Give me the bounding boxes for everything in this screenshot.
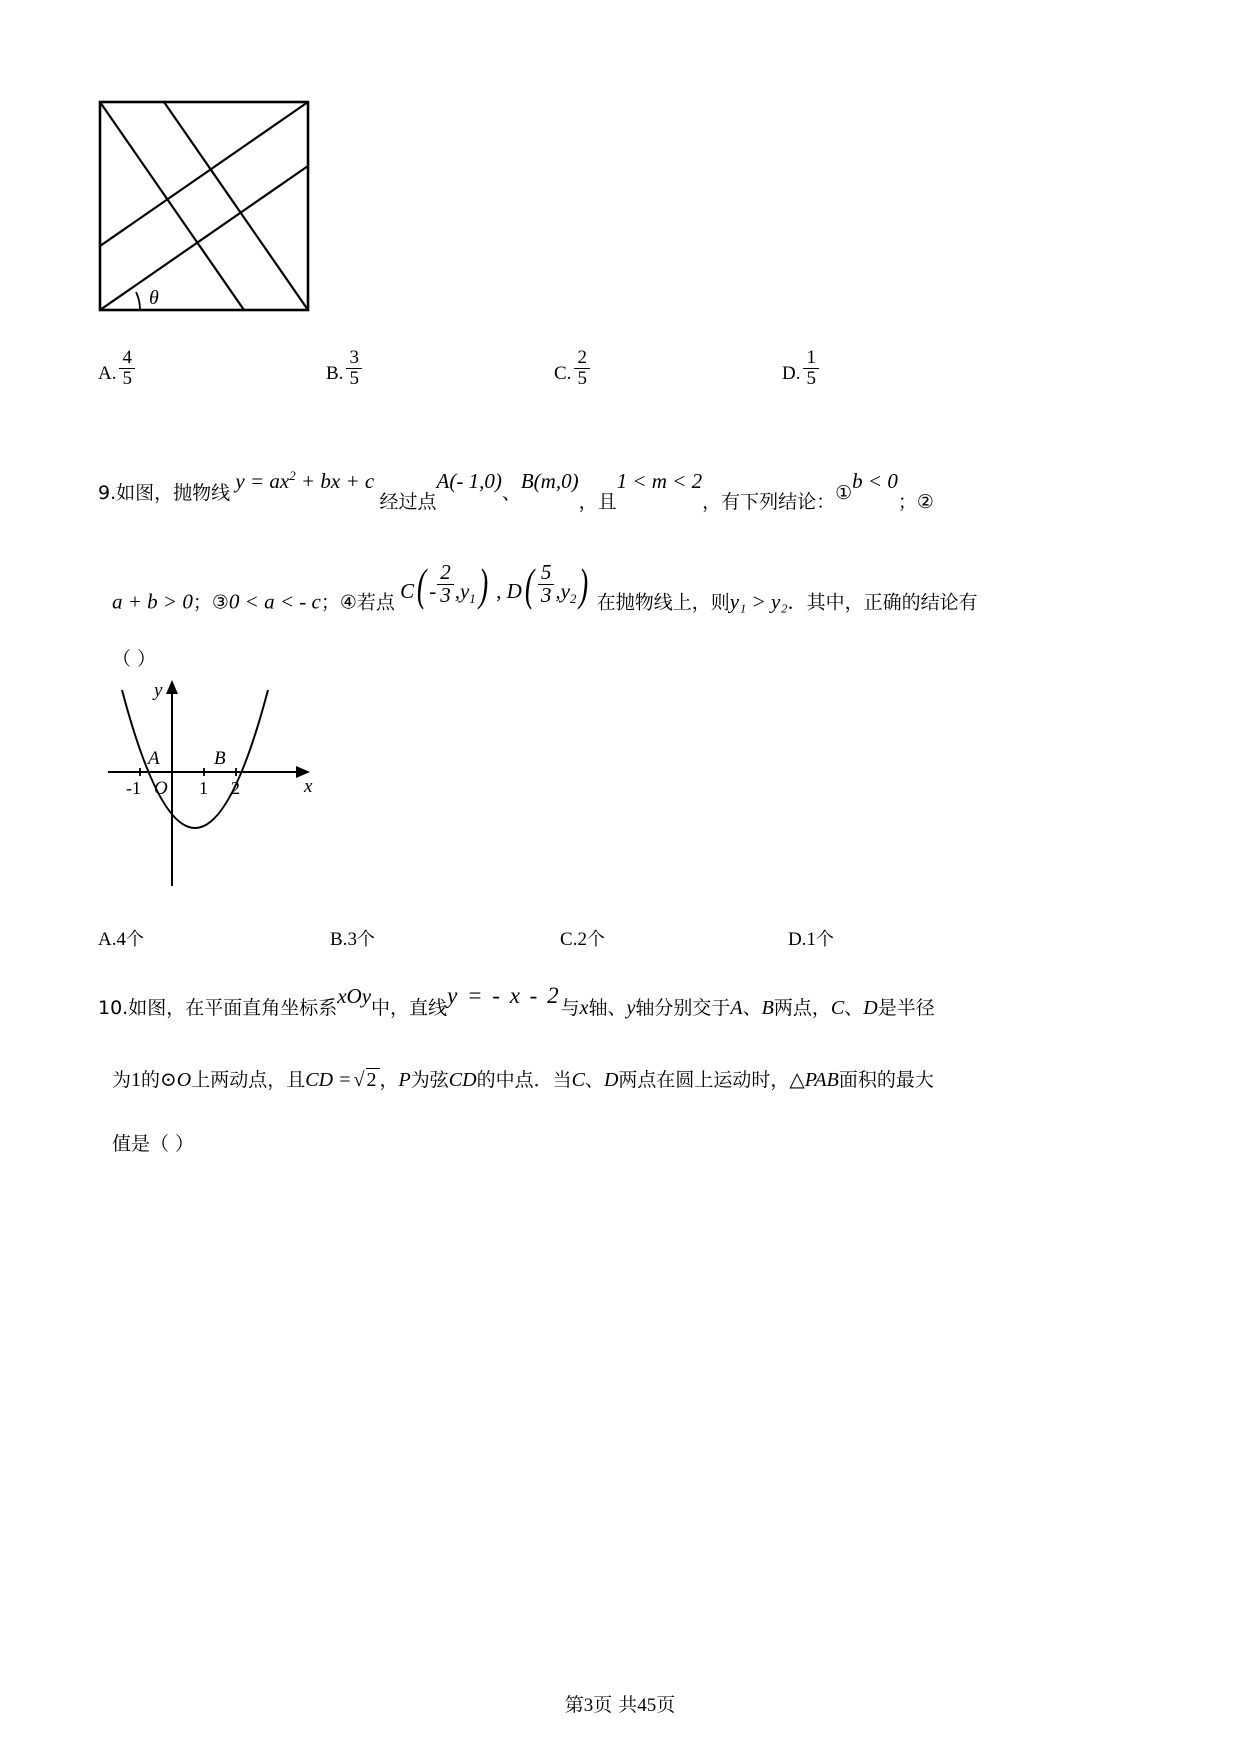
q9-point-d: D( $\frac{5}{3}$ $,y_2$) xyxy=(506,560,589,611)
q10-dh1: 、 xyxy=(742,997,762,1019)
q9-dunhao: 、 xyxy=(501,482,521,504)
q10-t10: 上两动点，且 xyxy=(191,1069,306,1091)
question10-line3 xyxy=(112,1135,194,1154)
parabola-graph-svg xyxy=(100,676,330,901)
q10-t15: 面积的最大 xyxy=(838,1069,934,1091)
q8-option-b-fraction: $\frac{3}{5}$ xyxy=(346,348,362,388)
q9-stem-1: 如图，抛物线 xyxy=(116,482,231,504)
q9-option-d-value: 1 xyxy=(806,929,816,950)
footer-mid: 页 共 xyxy=(593,1694,638,1716)
footer-suffix: 页 xyxy=(656,1694,676,1716)
q10-sqrt: √ 2 xyxy=(352,1070,380,1090)
tangram-square-svg xyxy=(96,98,316,318)
q9-sep3: ； xyxy=(320,591,340,614)
q10-point-c2: C xyxy=(571,1069,585,1091)
point-b-label: B xyxy=(214,748,226,769)
q10-t14: 两点在圆上运动时， xyxy=(618,1069,790,1091)
q8-option-a-fraction: $\frac{4}{5}$ xyxy=(119,348,135,388)
q9-conclusion1-mark: ① xyxy=(835,482,853,504)
q9-conclusion2-mark: ② xyxy=(916,491,934,513)
q9-stem-3: ，且 xyxy=(578,491,617,513)
question8-options xyxy=(98,340,1148,398)
footer-prefix: 第 xyxy=(564,1694,584,1716)
q8-option-a[interactable] xyxy=(98,347,136,394)
chord-bottom-left-to-right xyxy=(100,166,308,310)
q9-point-c: C( - $\frac{2}{3}$ $,y_1$) xyxy=(400,560,488,611)
q9-option-b-value: 3 xyxy=(347,929,357,950)
q9-answer-blank[interactable]: （ ） xyxy=(112,648,157,670)
q9-number: 9. xyxy=(98,482,117,504)
q10-t7: 是半径 xyxy=(877,997,935,1019)
question9-line1 xyxy=(98,468,934,513)
point-a-label: A xyxy=(148,748,160,769)
q8-option-c-fraction: $\frac{2}{5}$ xyxy=(574,348,590,388)
question9-line3 xyxy=(112,650,156,669)
q10-t9: 的 xyxy=(141,1069,161,1091)
q10-triangle-pab: △PAB xyxy=(789,1069,839,1091)
q8-option-d[interactable] xyxy=(782,347,820,394)
q9-conclusion3: 0 < a < - c xyxy=(228,589,321,614)
q9-option-b[interactable] xyxy=(330,925,375,951)
q9-option-a-value: 4 xyxy=(116,929,126,950)
q10-point-d: D xyxy=(863,997,878,1019)
q9-stem-2: 经过点 xyxy=(379,491,437,513)
q10-dh3: 、 xyxy=(584,1069,604,1091)
q10-circle-o: ⊙O xyxy=(160,1069,192,1091)
q10-t3: 与 xyxy=(560,997,580,1019)
q9-point-a: A(- 1,0) xyxy=(436,469,502,493)
q10-t8: 为 xyxy=(112,1069,132,1091)
chord-top-left-to-bottom xyxy=(100,102,244,310)
q9-option-a-unit: 个 xyxy=(125,929,144,950)
chord-bottom-right-to-top xyxy=(164,102,308,310)
x-axis-label: x xyxy=(304,776,313,797)
question10-line2 xyxy=(112,1070,934,1090)
q8-option-b-label: B. xyxy=(326,362,344,384)
origin-label: O xyxy=(154,778,168,799)
footer-page-number: 3 xyxy=(583,1695,594,1716)
footer-total-pages: 45 xyxy=(637,1695,657,1716)
q9-conclusion3-mark: ③ xyxy=(211,591,229,614)
q9-option-c[interactable] xyxy=(560,925,605,951)
q9-sep2: ； xyxy=(192,591,212,614)
theta-arc xyxy=(136,292,140,310)
q9-option-c-value: 2 xyxy=(577,929,587,950)
q10-answer-blank[interactable]: （ ） xyxy=(150,1133,195,1155)
q10-t13: 的中点．当 xyxy=(476,1069,572,1091)
q10-chord-cd: CD xyxy=(448,1069,477,1091)
q8-option-c[interactable] xyxy=(554,347,591,394)
outer-square xyxy=(100,102,308,310)
tick-label-1: 1 xyxy=(199,778,208,798)
q10-point-d2: D xyxy=(603,1069,619,1091)
q10-dh2: 、 xyxy=(844,997,864,1019)
q9-option-d-unit: 个 xyxy=(815,929,834,950)
q10-number: 10. xyxy=(98,997,129,1019)
q10-radius: 1 xyxy=(131,1069,142,1091)
q9-option-c-label: C. xyxy=(560,929,578,950)
question9-graph xyxy=(100,676,330,906)
q9-option-a-label: A. xyxy=(98,929,117,950)
q8-option-d-label: D. xyxy=(782,362,801,384)
q8-option-d-fraction: $\frac{1}{5}$ xyxy=(803,348,819,388)
tick-label-neg1: -1 xyxy=(126,778,141,798)
q9-conclusion4-mark: ④ xyxy=(339,591,357,614)
q10-line-equation: y = - x - 2 xyxy=(447,983,561,1008)
q9-option-d[interactable] xyxy=(788,925,834,951)
q9-option-b-unit: 个 xyxy=(356,929,375,950)
q10-point-b: B xyxy=(761,997,774,1019)
q10-t2: 中，直线 xyxy=(371,997,448,1019)
page-footer xyxy=(0,1690,1240,1717)
q8-option-b[interactable] xyxy=(326,347,363,394)
q10-t11: ， xyxy=(379,1069,399,1091)
q9-stem-4: ，有下列结论： xyxy=(702,491,836,513)
q10-t6: 两点， xyxy=(773,997,831,1019)
q10-t1: 如图，在平面直角坐标系 xyxy=(128,997,338,1019)
q10-point-p: P xyxy=(398,1069,411,1091)
q10-t5: 轴分别交于 xyxy=(635,997,731,1019)
q8-option-a-label: A. xyxy=(98,362,117,384)
question9-line2: a + b > 0；③0 < a < - c；④若点 C( - $\frac{2}{3}$ $,y_1$) , D( $\frac{5}{3}$ $,y_2$) 在抛物线上，则y₁ > y₂．其中，正确的结论有 xyxy=(112,560,978,614)
q9-conclusion1: b < 0 xyxy=(852,469,898,493)
y-axis-label: y xyxy=(154,680,163,701)
tick-label-2: 2 xyxy=(231,778,240,798)
q9-option-b-label: B. xyxy=(330,929,348,950)
q9-point-b: B(m,0) xyxy=(520,469,579,493)
q9-sep1: ； xyxy=(897,491,917,513)
q9-conclusion2: a + b > 0 xyxy=(112,589,193,614)
q9-conclusion4-tail: ．其中，正确的结论有 xyxy=(787,591,978,614)
question8-figure xyxy=(96,98,316,323)
q9-range-m: 1 < m < 2 xyxy=(616,469,703,493)
q10-t16: 值是 xyxy=(112,1133,151,1155)
q10-point-a: A xyxy=(730,997,743,1019)
q9-equation: $y = ax^2$ + bx + c xyxy=(235,468,375,493)
q10-x-axis: x xyxy=(579,997,589,1019)
q9-conclusion4-mid: 在抛物线上，则 xyxy=(596,591,730,614)
parabola-curve xyxy=(122,690,268,828)
q9-conclusion4-lead: 若点 xyxy=(356,591,395,614)
theta-label: θ xyxy=(149,287,159,309)
q10-t12: 为弦 xyxy=(410,1069,449,1091)
q8-option-c-label: C. xyxy=(554,362,572,384)
q9-conclusion4-inequality: y₁ > y₂ xyxy=(729,589,788,614)
q10-xoy: xOy xyxy=(337,984,372,1008)
question9-options xyxy=(98,925,1148,955)
q10-t4: 轴、 xyxy=(588,997,627,1019)
q10-y-axis: y xyxy=(626,997,636,1019)
chord-top-right-to-left xyxy=(100,102,308,246)
q9-option-a[interactable] xyxy=(98,925,144,951)
question10-line1 xyxy=(98,983,935,1019)
q10-cd-equation: CD = xyxy=(305,1069,352,1091)
q9-option-c-unit: 个 xyxy=(586,929,605,950)
q9-option-d-label: D. xyxy=(788,929,807,950)
q10-point-c: C xyxy=(830,997,845,1019)
y-axis-arrow xyxy=(166,680,178,694)
